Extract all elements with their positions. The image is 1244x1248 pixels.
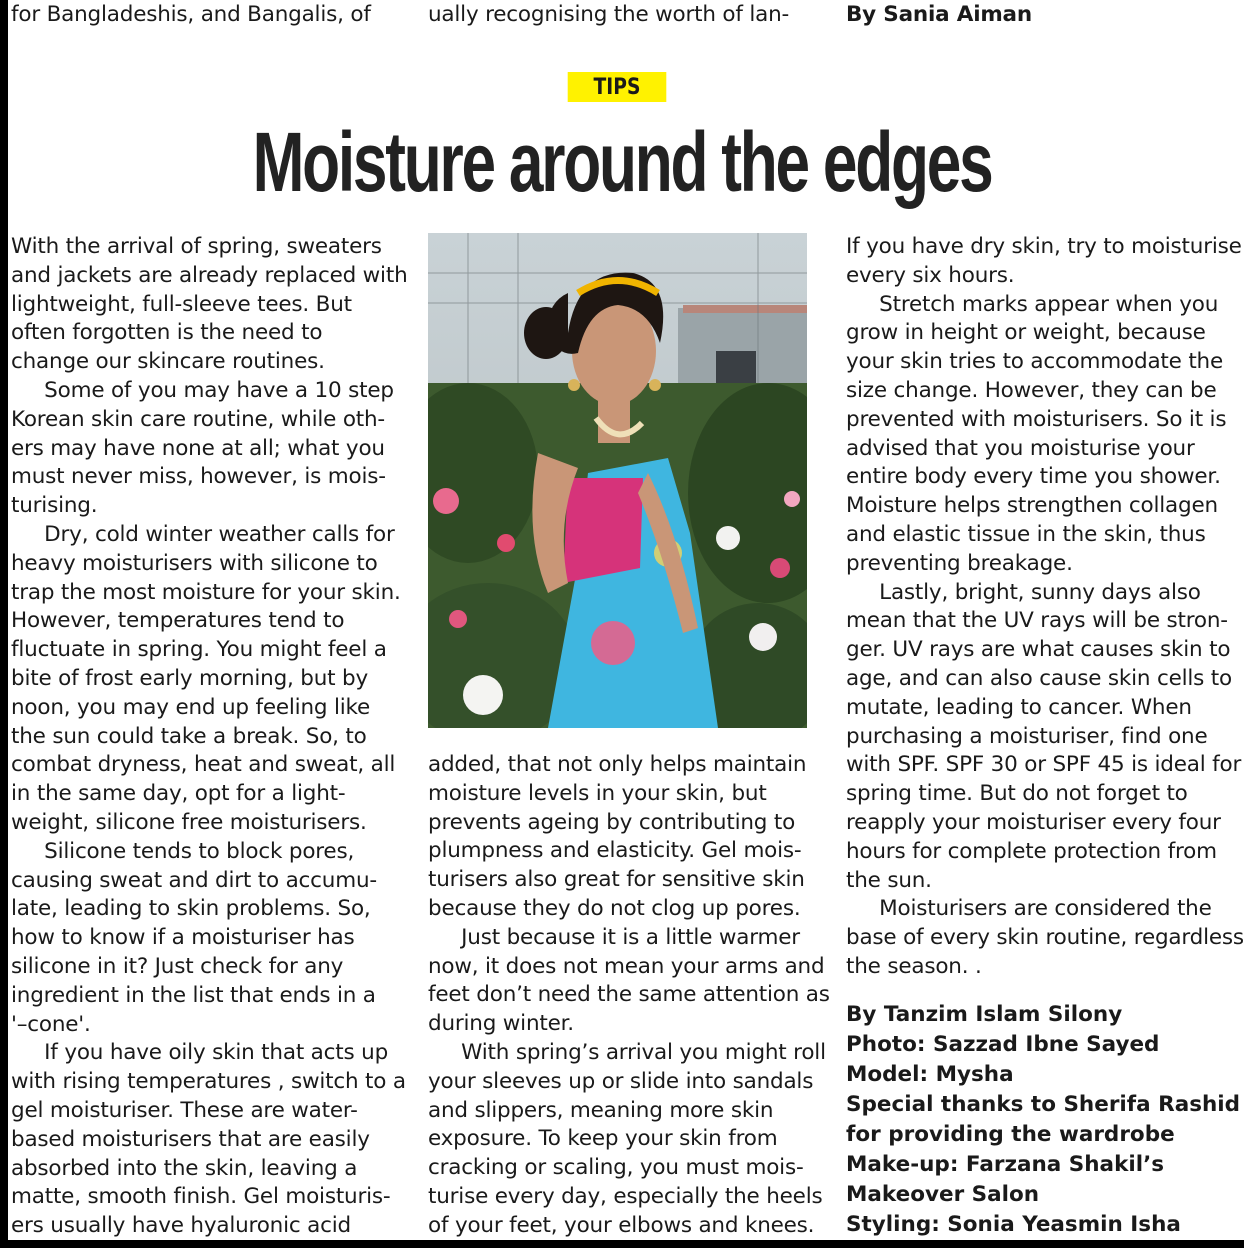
credit-styling: Styling: Sonia Yeasmin Isha — [846, 1212, 1181, 1237]
article-column-3: If you have dry skin, try to moisturise every six hours. Stretch marks appear when you grow in height or weight, because your skin tries to accommodate the size change. However, they can be prevented with moisturisers. So it is advised that you moisturise your entire body every time you shower. Moisture helps strengthen collagen and elastic tissue in the skin, thus preventing breakage. Lastly, bright, sunny days also mean that the UV rays will be stron- ger. UV rays are what causes skin to age, and can also cause skin cells to mutate, leading to cancer. When purchasing a moisturiser, find one with SPF. SPF 30 or SPF 45 is ideal for spring time. But do not forget to reapply your moisturiser every four hours for complete protection from the sun. Moisturisers are considered the base of every skin routine, regardless the season. . — [846, 234, 1244, 979]
article-column-1: With the arrival of spring, sweaters and jackets are already replaced with lightweight, full-sleeve tees. But often forgotten is the need to change our skincare routines. Some of you may have a 10 step Korean skin care routine, while oth- ers may have none at all; what you must never miss, however, is mois- turising. Dry, cold winter weather calls for heavy moisturisers with silicone to trap the most moisture for your skin. However, temperatures tend to fluctuate in spring. You might feel a bite of frost early morning, but by noon, you may end up feeling like the sun could take a break. So, to combat dryness, heat and sweat, all in the same day, opt for a light- weight, silicone free moisturisers. Silicone tends to block pores, causing sweat and dirt to accumu- late, leading to skin problems. So, how to know if a moisturiser has silicone in it? Just check for any ingredient in the list that ends in a '–cone'. If you have oily skin that acts up with rising temperatures , switch to a gel moisturiser. These are water- based moisturisers that are easily absorbed into the skin, leaving a matte, smooth finish. Gel moisturis- ers usually have hyaluronic acid — [11, 234, 408, 1239]
previous-article-col2: ually recognising the worth of lan- — [428, 2, 790, 27]
page-edge-left — [0, 0, 8, 1248]
credit-thanks: Special thanks to Sherifa Rashid — [846, 1092, 1241, 1117]
credit-makeup: Make-up: Farzana Shakil’s — [846, 1152, 1165, 1177]
previous-article-col1: for Bangladeshis, and Bangalis, of — [11, 2, 371, 27]
credit-model: Model: Mysha — [846, 1062, 1014, 1087]
headline: Moisture around the edges — [252, 115, 992, 209]
credit-photo: Photo: Sazzad Ibne Sayed — [846, 1032, 1160, 1057]
credit-byline: By Tanzim Islam Silony — [846, 1002, 1123, 1027]
page-edge-bottom — [0, 1240, 1244, 1248]
previous-article-byline: By Sania Aiman — [846, 2, 1032, 27]
credit-thanks-cont: for providing the wardrobe — [846, 1122, 1175, 1147]
section-tag: TIPS — [568, 72, 667, 102]
article-credits — [846, 1000, 1240, 1240]
credit-makeup-cont: Makeover Salon — [846, 1182, 1040, 1207]
model-photo — [428, 233, 807, 728]
article-column-2: added, that not only helps maintain moisture levels in your skin, but prevents ageing by contributing to plumpness and elasticity. Gel mois- turisers also great for sensitive skin because they do not clog up pores. Just because it is a little warmer now, it does not mean your arms and feet don’t need the same attention as during winter. With spring’s arrival you might roll your sleeves up or slide into sandals and slippers, meaning more skin exposure. To keep your skin from cracking or scaling, you must mois- turise every day, especially the heels of your feet, your elbows and knees. — [428, 752, 830, 1238]
